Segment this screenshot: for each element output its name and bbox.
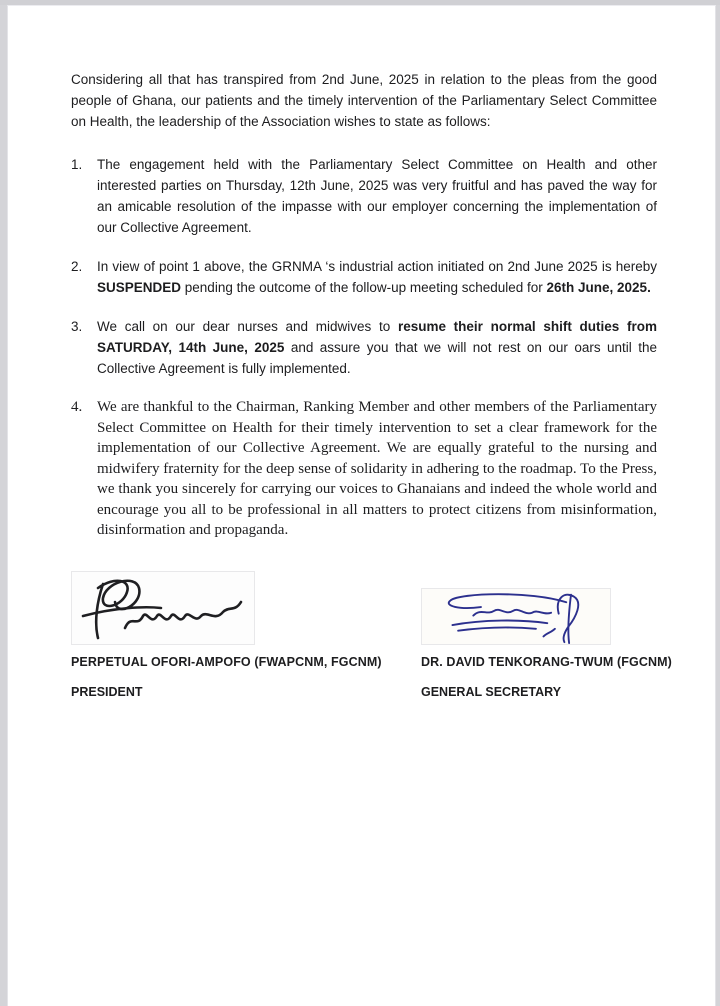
intro-paragraph: Considering all that has transpired from 2nd June, 2025 in relation to the pleas from the good people of Ghana, our patients and the timely intervention of the Parliamentary Select Committee on Health, the leadership of the Association wishes to state as follows: xyxy=(71,72,657,129)
president-name: PERPETUAL OFORI-AMPOFO (FWAPCNM, FGCNM) xyxy=(71,654,382,669)
president-signature-image xyxy=(71,571,255,645)
gensec-signature-ink xyxy=(422,589,610,644)
signature-row xyxy=(71,569,672,699)
list-item-1 xyxy=(71,154,657,238)
president-signature-ink xyxy=(72,572,254,644)
president-title: PRESIDENT xyxy=(71,684,143,699)
document-page xyxy=(7,5,716,1006)
signatory-gensec-block xyxy=(421,569,672,699)
statement-list xyxy=(71,154,657,541)
list-item-3 xyxy=(71,316,657,379)
gensec-signature-image xyxy=(421,588,611,645)
list-number-4: 4. xyxy=(71,399,83,415)
list-item-2 xyxy=(71,256,657,298)
list-item-2-text: In view of point 1 above, the GRNMA ‘s industrial action initiated on 2nd June 2025 is hereby SUSPENDED pending the outcome of the follow-up meeting scheduled for 26th June, 2025. xyxy=(97,259,657,295)
list-number-2: 2. xyxy=(71,259,83,274)
gensec-title: GENERAL SECRETARY xyxy=(421,684,562,699)
gensec-signature-area xyxy=(421,569,672,645)
list-number-1: 1. xyxy=(71,157,83,172)
list-number-3: 3. xyxy=(71,319,83,334)
president-signature-area xyxy=(71,569,421,645)
list-item-3-text: We call on our dear nurses and midwives to resume their normal shift duties from SATURDAY, 14th June, 2025 and assure you that we will not rest on our oars until the Collective Agreement is fully implemented. xyxy=(97,319,657,376)
signatory-president-block xyxy=(71,569,421,699)
list-item-4-text: We are thankful to the Chairman, Ranking Member and other members of the Parliamentary Select Committee on Health for their timely intervention to set a clear framework for the implementation of our Collective Agreement. We are equally grateful to the nursing and midwifery fraternity for the deep sense of solidarity in adhering to the roadmap. To the Press, we thank you sincerely for carrying our voices to Ghanaians and indeed the whole world and encourage you all to be professional in all matters to protect citizens from misinformation, disinformation and propaganda. xyxy=(97,399,657,538)
list-item-1-text: The engagement held with the Parliamentary Select Committee on Health and other interested parties on Thursday, 12th June, 2025 was very fruitful and has paved the way for an amicable resolution of the impasse with our employer concerning the implementation of our Collective Agreement. xyxy=(97,157,657,235)
gensec-name: DR. DAVID TENKORANG-TWUM (FGCNM) xyxy=(421,654,672,669)
list-item-4 xyxy=(71,397,657,541)
